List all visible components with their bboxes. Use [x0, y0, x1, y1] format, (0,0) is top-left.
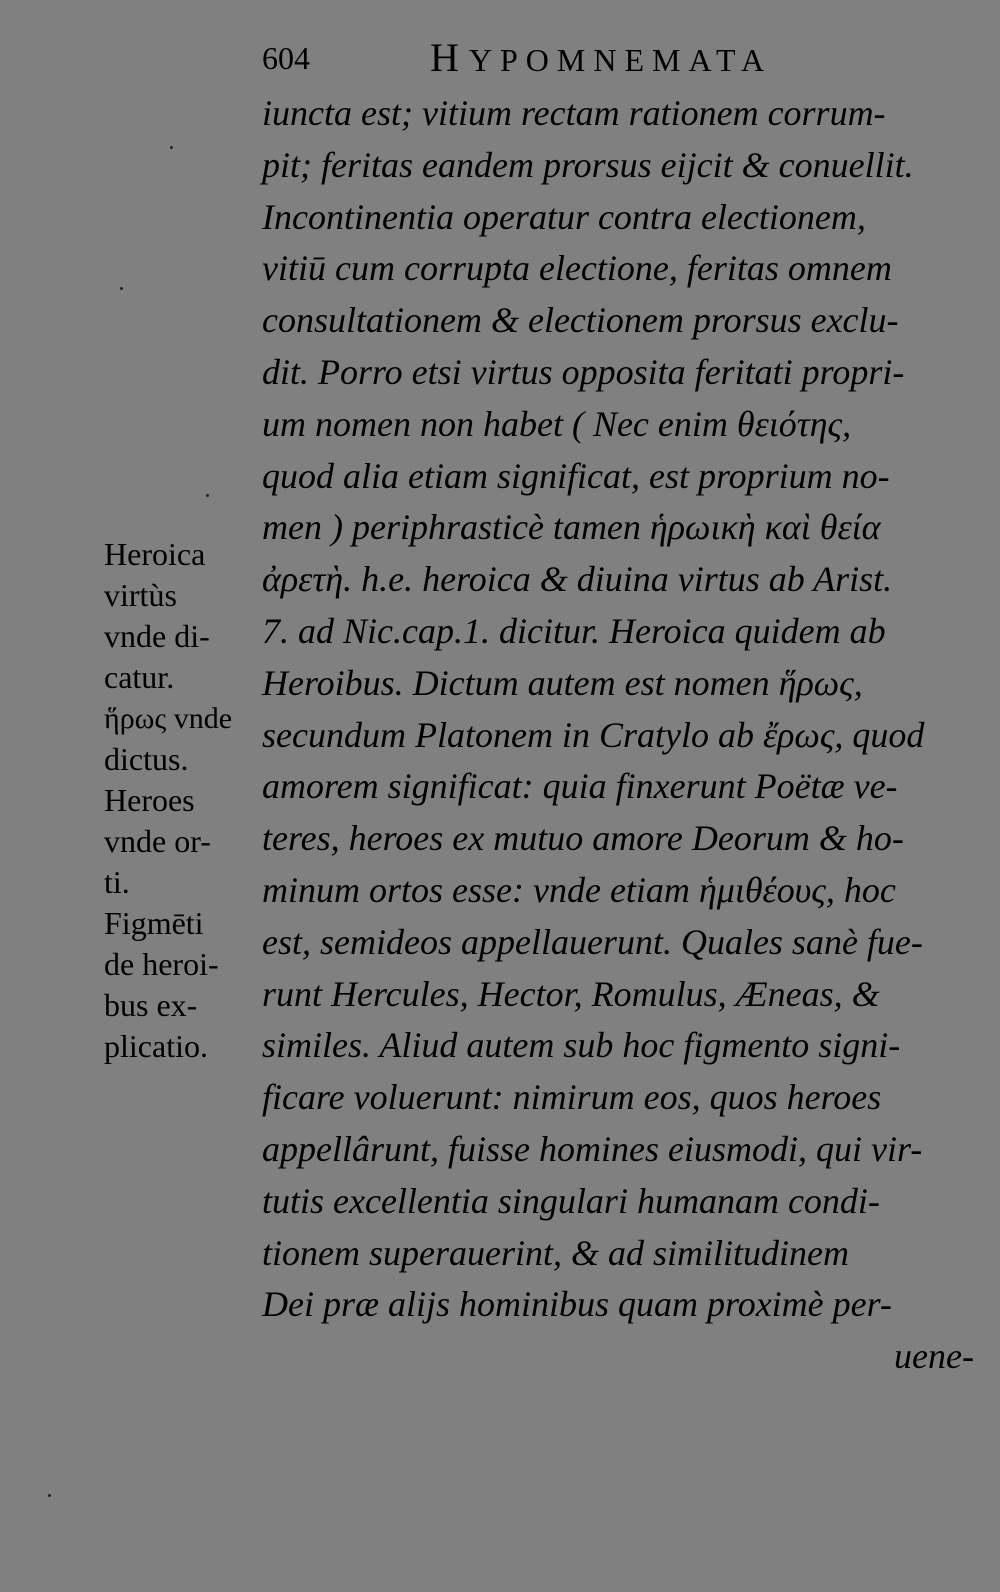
- text-line: tutis excellentia singulari humanam condi-: [262, 1180, 880, 1221]
- margin-note-heroes: [104, 780, 260, 903]
- margin-note-line: bus ex-: [104, 987, 198, 1023]
- text-line: secundum Platonem in Cratylo ab ἔρως, quod: [262, 714, 925, 755]
- paper-speck: [120, 287, 123, 290]
- paper-speck: [48, 1494, 51, 1497]
- text-line: runt Hercules, Hector, Romulus, Æneas, &: [262, 973, 880, 1014]
- text-line: appellârunt, fuisse homines eiusmodi, qui vir-: [262, 1128, 923, 1169]
- margin-note-line: Heroes: [104, 782, 195, 818]
- text-line: dit. Porro etsi virtus opposita feritati propri-: [262, 351, 905, 392]
- text-line: ἀρετὴ. h.e. heroica & diuina virtus ab Arist.: [262, 559, 893, 600]
- margin-note-line: Heroica: [104, 536, 206, 572]
- text-line: iuncta est; vitium rectam rationem corrum-: [262, 93, 886, 133]
- margin-note-line: plicatio.: [104, 1028, 208, 1064]
- text-line: 7. ad Nic.cap.1. dicitur. Heroica quidem ab: [262, 610, 886, 651]
- running-head: [430, 35, 773, 80]
- text-line: quod alia etiam significat, est proprium no-: [262, 455, 890, 496]
- text-line: Incontinentia operatur contra electionem,: [262, 196, 866, 237]
- text-line: tionem superauerint, & ad similitudinem: [262, 1232, 849, 1273]
- text-line: consultationem & electionem prorsus exclu-: [262, 300, 899, 341]
- running-head-rest: YPOMNEMATA: [468, 42, 773, 78]
- main-text: [262, 88, 974, 1383]
- text-line: um nomen non habet ( Nec enim θειότης,: [262, 403, 852, 444]
- text-line: similes. Aliud autem sub hoc figmento signi-: [262, 1025, 901, 1066]
- text-line: Dei præ alijs hominibus quam proximè per-: [262, 1284, 892, 1325]
- margin-note-heroica: [104, 534, 260, 698]
- text-line: Heroibus. Dictum autem est nomen ἥρως,: [262, 662, 863, 703]
- margin-note-line: ti.: [104, 864, 130, 900]
- paper-speck: [206, 494, 209, 497]
- margin-note-line: vnde or-: [104, 823, 211, 859]
- margin-note-line: ἥρως vnde: [104, 702, 233, 735]
- page-header: [262, 35, 822, 80]
- margin-note-heros: [104, 698, 260, 780]
- margin-note-figmenti: [104, 903, 260, 1067]
- margin-note-line: virtùs: [104, 577, 177, 613]
- margin-notes: [104, 534, 260, 1067]
- text-line: ficare voluerunt: nimirum eos, quos heroes: [262, 1077, 882, 1118]
- margin-note-line: vnde di-: [104, 618, 210, 654]
- text-line: minum ortos esse: vnde etiam ἡμιθέους, hoc: [262, 869, 896, 910]
- catchword: uene-: [894, 1336, 974, 1377]
- page-number: 604: [262, 40, 310, 76]
- text-line: vitiū cum corrupta electione, feritas omnem: [262, 248, 892, 289]
- margin-note-line: Figmēti: [104, 905, 204, 941]
- text-line: teres, heroes ex mutuo amore Deorum & ho-: [262, 818, 904, 859]
- margin-note-line: dictus.: [104, 741, 189, 777]
- paper-speck: [170, 146, 173, 149]
- text-line: men ) periphrasticè tamen ἡρωικὴ καὶ θεία: [262, 507, 881, 548]
- running-head-initial: H: [430, 35, 469, 80]
- text-line: est, semideos appellauerunt. Quales sanè fue-: [262, 921, 923, 962]
- text-line: amorem significat: quia finxerunt Poëtæ ve-: [262, 766, 898, 807]
- text-line: pit; feritas eandem prorsus eijcit & conuellit.: [262, 144, 914, 185]
- margin-note-line: catur.: [104, 659, 175, 695]
- margin-note-line: de heroi-: [104, 946, 219, 982]
